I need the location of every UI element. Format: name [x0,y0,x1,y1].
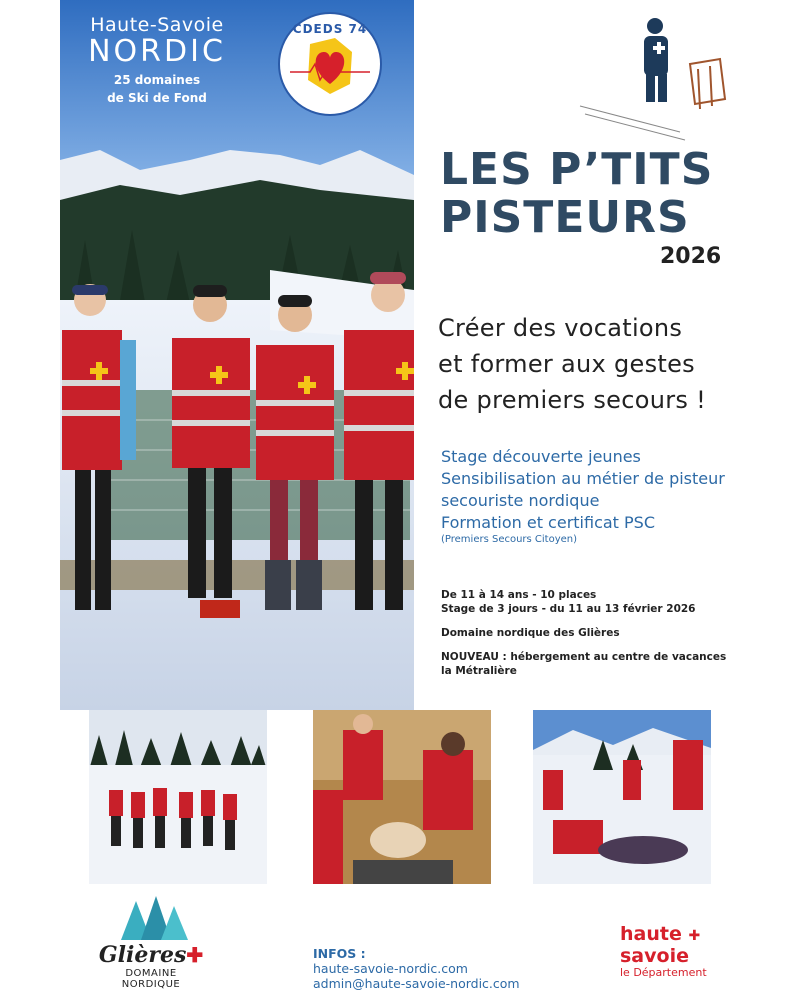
haute-savoie-nordic-logo [82,14,232,105]
cdeds-text: CDEDS 74 [292,22,368,36]
stage-line-4: Formation et certificat PSC [441,513,655,532]
logo-haute-savoie: Haute-Savoie [90,14,224,36]
stage-description [441,446,791,546]
stage-line-2: Sensibilisation au métier de pisteur [441,469,725,488]
detail-nouveau-1: NOUVEAU : hébergement au centre de vacances [441,651,727,663]
departement-logo [620,924,707,979]
detail-nouveau-2: la Métralière [441,665,517,677]
departement-w2: savoie [620,945,689,967]
stage-details [441,588,771,678]
detail-dates: Stage de 3 jours - du 11 au 13 février 2026 [441,603,696,615]
tagline-line-1: Créer des vocations [438,314,683,342]
infos-site-link[interactable]: haute-savoie-nordic.com [313,961,468,976]
title-line-2: PISTEURS [440,192,690,243]
heart-icon [280,14,380,114]
infos-block [313,946,520,991]
glieres-name: Glières✚ [98,942,204,968]
tagline-line-3: de premiers secours ! [438,386,707,414]
red-cross-icon: ✚ [186,943,204,967]
stage-line-1: Stage découverte jeunes [441,447,641,466]
pisteur-illustration [560,14,740,144]
title-line-1: LES P’TITS [440,144,714,195]
savoie-cross-icon: ✚ [688,928,701,944]
glieres-logo [96,896,206,990]
photo-thumb-training [313,710,491,884]
page-title [440,146,740,242]
departement-w1: haute ✚ [620,923,701,945]
glieres-sub: DOMAINE NORDIQUE [121,968,181,990]
stage-line-3: secouriste nordique [441,491,600,510]
psc-note: (Premiers Secours Citoyen) [441,534,578,545]
cdeds-logo [278,12,382,116]
photo-thumb-group [89,710,267,884]
logo-domaines-2: de Ski de Fond [107,91,207,105]
logo-domaines-1: 25 domaines [113,73,201,87]
departement-w3: le Département [620,966,707,979]
tagline [438,310,778,418]
infos-email-link[interactable]: admin@haute-savoie-nordic.com [313,976,520,991]
tagline-line-2: et former aux gestes [438,350,695,378]
detail-ages: De 11 à 14 ans - 10 places [441,589,597,601]
title-year: 2026 [660,244,722,269]
detail-lieu: Domaine nordique des Glières [441,627,620,639]
glieres-trees-icon [106,896,196,940]
infos-label: INFOS : [313,946,366,961]
photo-thumb-rescue [533,710,711,884]
logo-nordic: NORDIC [88,34,226,69]
